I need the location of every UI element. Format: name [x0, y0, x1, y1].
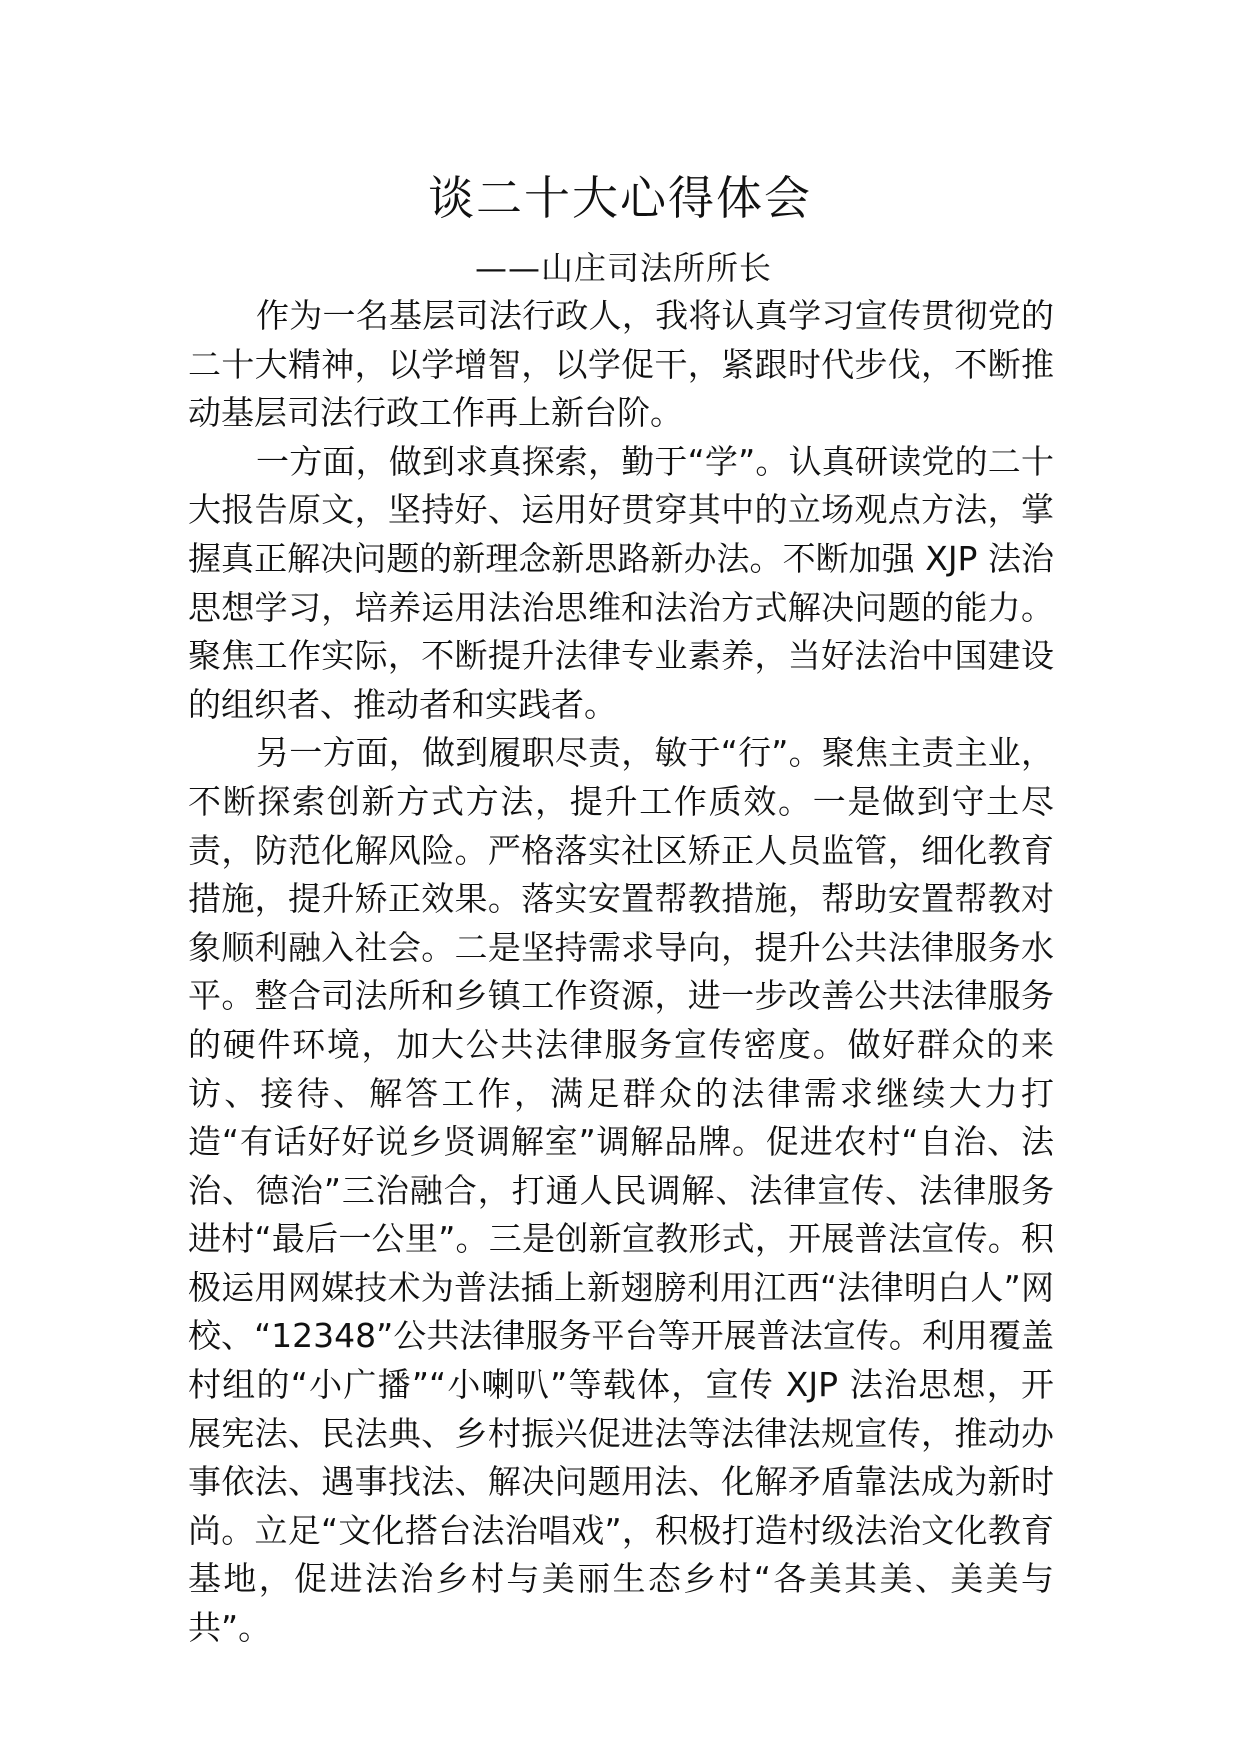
paragraph-intro: 作为一名基层司法行政人，我将认真学习宣传贯彻党的二十大精神，以学增智，以学促干，紧跟时代步伐，不断推动基层司法行政工作再上新台阶。 — [188, 296, 1054, 433]
document-body — [188, 292, 1054, 1653]
document-title: 谈二十大心得体会 — [428, 171, 812, 225]
paragraph-action: 另一方面，做到履职尽责，敏于“行”。聚焦主责主业，不断探索创新方式方法，提升工作质效。一是做到守土尽责，防范化解风险。严格落实社区矫正人员监管，细化教育措施，提升矫正效果。落实安置帮教措施，帮助安置帮教对象顺利融入社会。二是坚持需求导向，提升公共法律服务水平。整合司法所和乡镇工作资源，进一步改善公共法律服务的硬件环境，加大公共法律服务宣传密度。做好群众的来访、接待、解答工作，满足群众的法律需求继续大力打造“有话好好说乡贤调解室”调解品牌。促进农村“自治、法治、德治”三治融合，打通人民调解、法律宣传、法律服务进村“最后一公里”。三是创新宣教形式，开展普法宣传。积极运用网媒技术为普法插上新翅膀利用江西“法律明白人”网校、“12348”公共法律服务平台等开展普法宣传。利用覆盖村组的“小广播”“小喇叭”等载体，宣传 XJP 法治思想，开展宪法、民法典、乡村振兴促进法等法律法规宣传，推动办事依法、遇事找法、解决问题用法、化解矛盾靠法成为新时尚。立足“文化搭台法治唱戏”，积极打造村级法治文化教育基地，促进法治乡村与美丽生态乡村“各美其美、美美与共”。 — [188, 733, 1054, 1648]
document-subtitle: ——山庄司法所所长 — [475, 249, 773, 287]
paragraph-study: 一方面，做到求真探索，勤于“学”。认真研读党的二十大报告原文，坚持好、运用好贯穿其中的立场观点方法，掌握真正解决问题的新理念新思路新办法。不断加强 XJP 法治思想学习，培养运用法治思维和法治方式解决问题的能力。聚焦工作实际，不断提升法律专业素养，当好法治中国建设的组织者、推动者和实践者。 — [188, 441, 1054, 724]
